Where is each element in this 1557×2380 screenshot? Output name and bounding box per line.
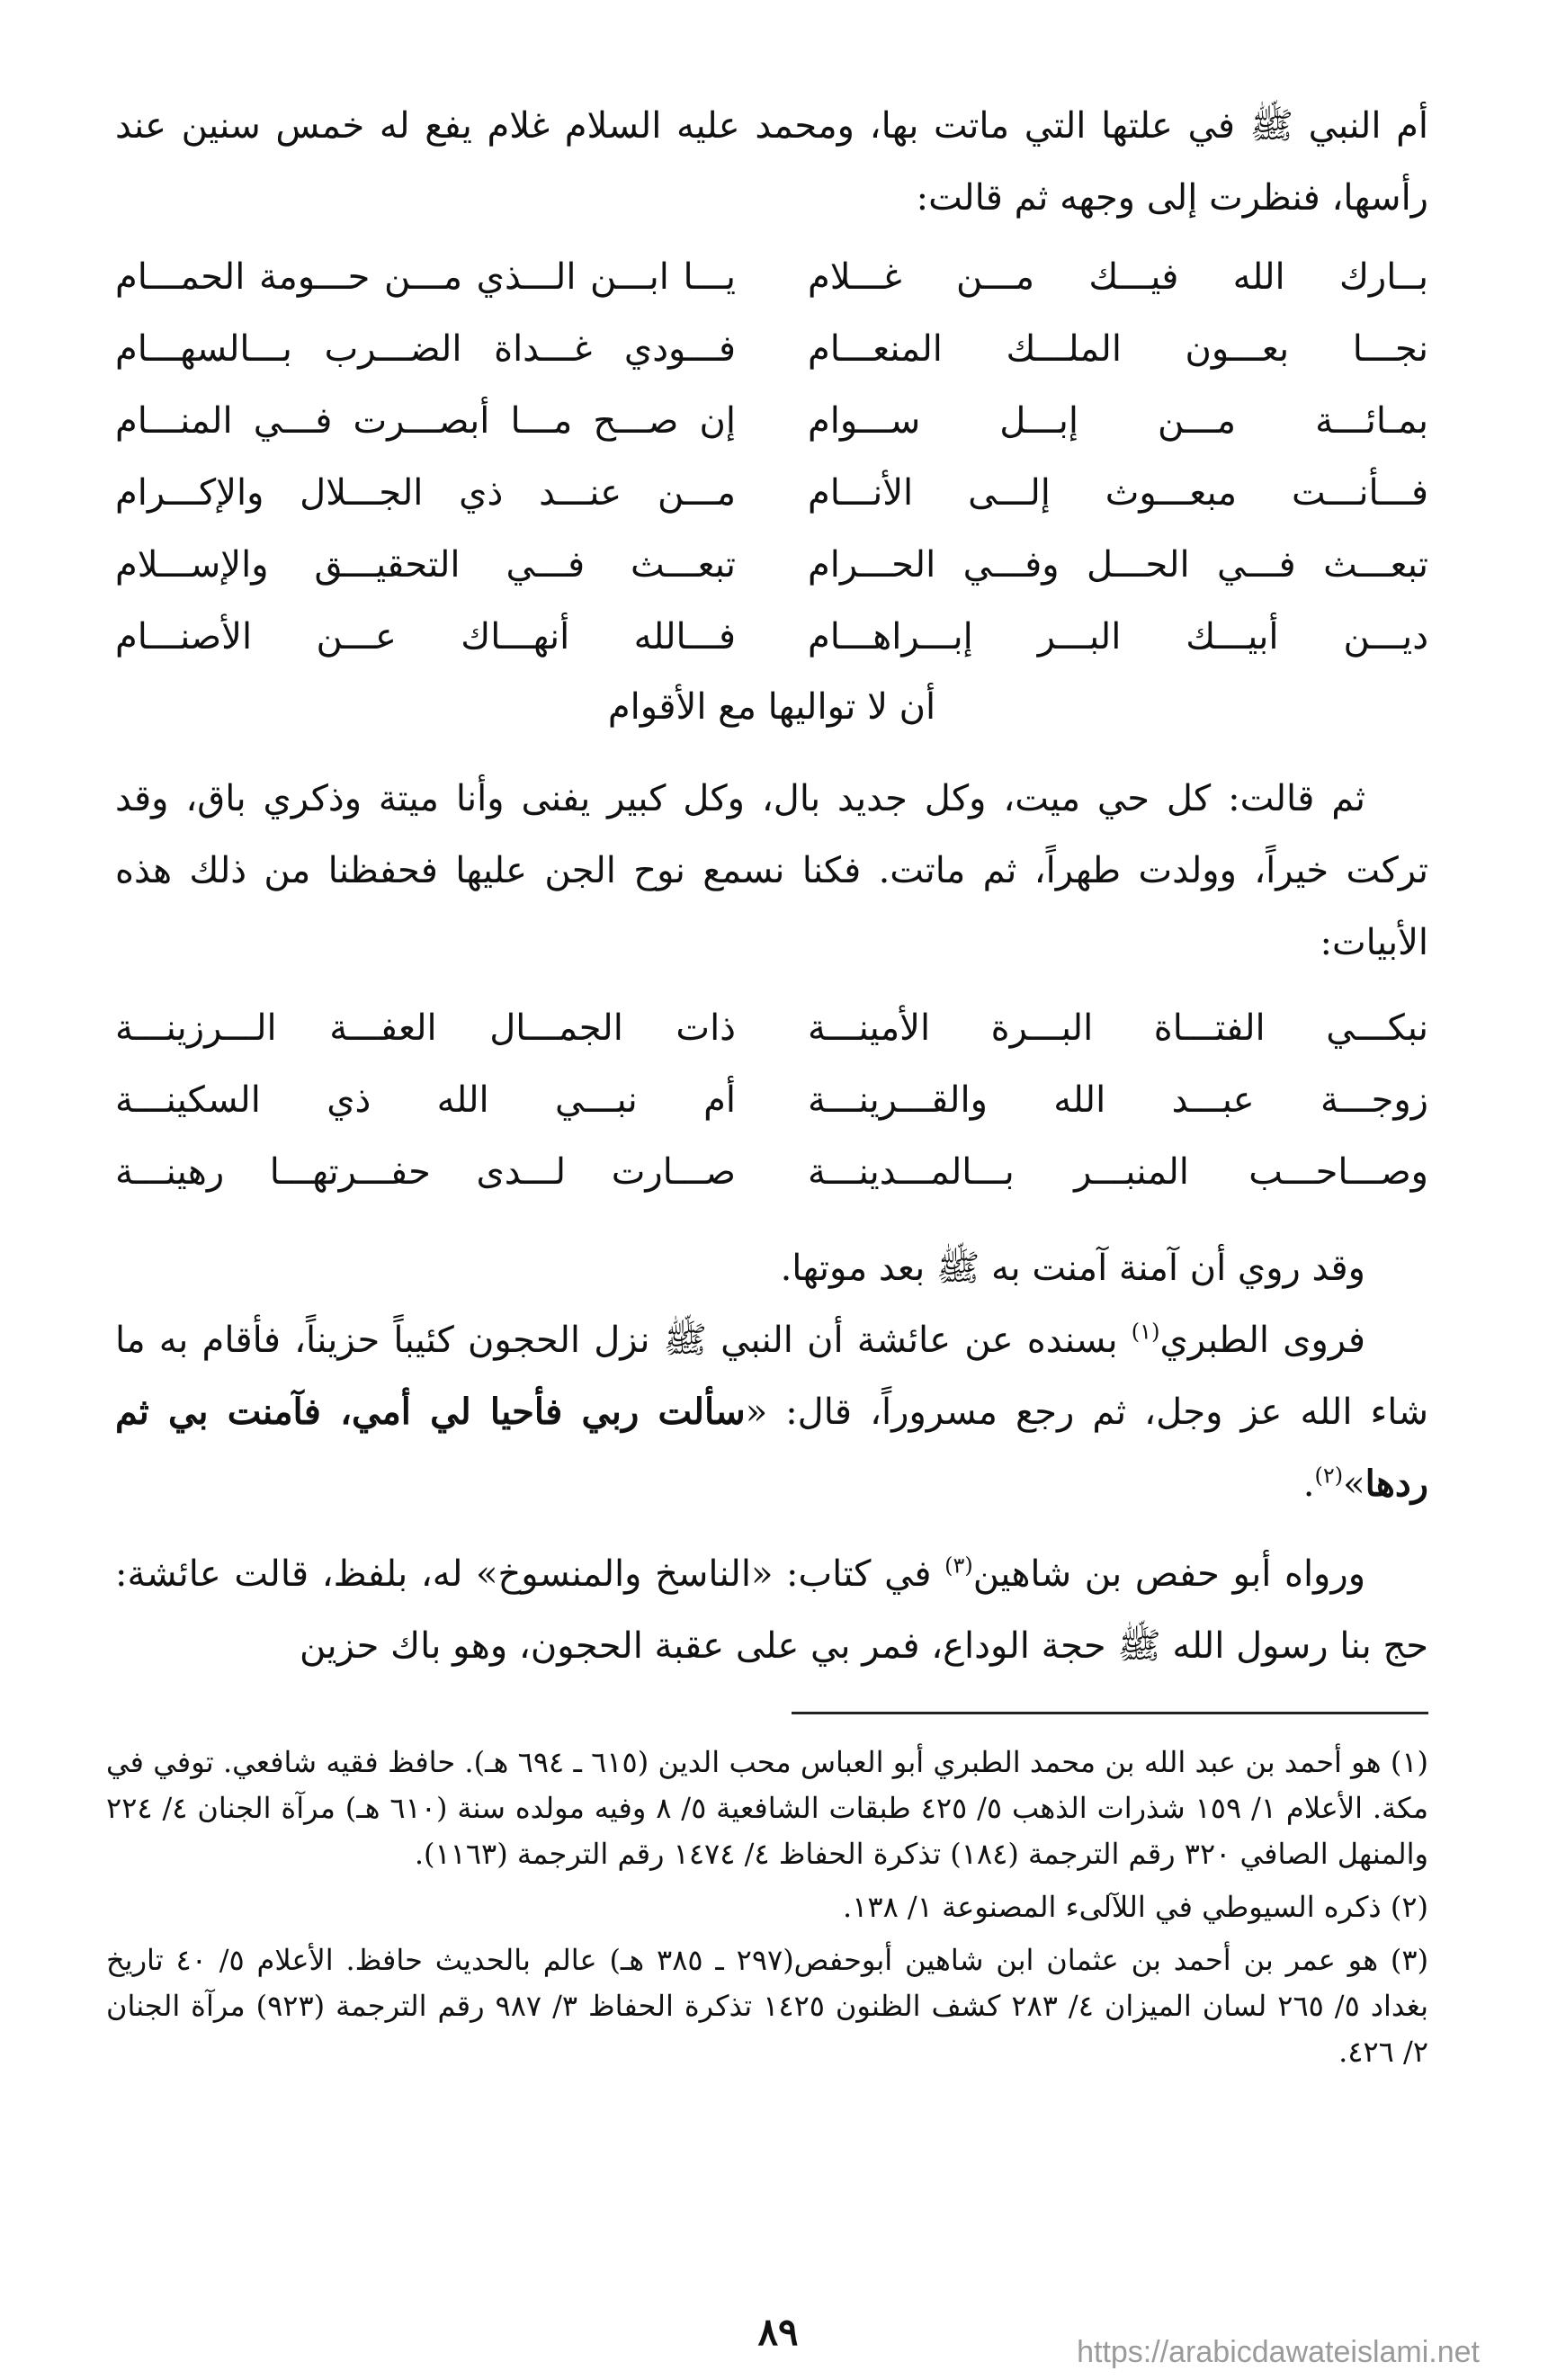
- paragraph-narration-text: وقد روي أن آمنة آمنت به ﷺ بعد موتها.: [780, 1248, 1365, 1289]
- verse-left-hemistich: إن صـــح مـــا أبصـــرت فـــي المنـــام: [115, 400, 736, 442]
- poem1-verse-5: [115, 529, 1428, 601]
- poem1-verse-2: [115, 313, 1428, 385]
- verse-right-hemistich: نجـــا بعـــون الملـــك المنعـــام: [808, 328, 1428, 370]
- footnote-3: (٣) هو عمر بن أحمد بن عثمان ابن شاهين أبوحفص(٢٩٧ ـ ٣٨٥ هـ) عالم بالحديث حافظ. الأعلام ٥/ ٤٠ تاريخ بغداد ٥/ ٢٦٥ لسان الميزان ٤/ ٢٨٣ كشف الظنون ١٤٢٥ تذكرة الحفاظ ٣/ ٩٨٧ رقم الترجمة (٩٢٣) مرآة الجنان ٢/ ٤٢٦.: [106, 1943, 1429, 2069]
- poem2-verse-3: [115, 1136, 1428, 1208]
- footnote-ref-3[interactable]: (٣): [944, 1552, 973, 1579]
- intro-paragraph: [115, 90, 1428, 234]
- poem1-closing-line: أن لا تواليها مع الأقوام: [607, 686, 936, 728]
- paragraph-narration: [115, 1232, 1428, 1304]
- footnote-ref-1[interactable]: (١): [1131, 1319, 1160, 1345]
- verse-right-hemistich: بــارك الله فيـــك مـــن غـــلام: [808, 256, 1428, 298]
- verse-right-hemistich: نبكـــي الفتـــاة البـــرة الأمينـــة: [808, 1007, 1428, 1049]
- poem1-verse-4: [115, 457, 1428, 529]
- footnote-divider: [792, 1712, 1428, 1714]
- paragraph-tabari: [115, 1304, 1428, 1520]
- poem1-verse-1: [115, 241, 1428, 313]
- verse-right-hemistich: ديـــن أبيـــك البـــر إبـــراهـــام: [808, 616, 1428, 658]
- shahin-lead: ورواه أبو حفص بن شاهين: [972, 1553, 1366, 1595]
- verse-right-hemistich: تبعـــث فـــي الحـــل وفـــي الحـــرام: [808, 544, 1428, 586]
- footnote-ref-2[interactable]: (٢): [1314, 1463, 1344, 1489]
- paragraph-death-text: ثم قالت: كل حي ميت، وكل جديد بال، وكل كبير يفنى وأنا ميتة وذكري باق، وقد تركت خيراً، وولدت طهراً، ثم ماتت. فكنا نسمع نوح الجن عليها فحفظنا من ذلك هذه الأبيات:: [115, 778, 1428, 963]
- verse-left-hemistich: صـــارت لـــدى حفـــرتهـــا رهينـــة: [115, 1151, 736, 1193]
- tabari-middle: بسنده عن عائشة أن النبي ﷺ نزل الحجون كئيباً حزيناً، فأقام به ما شاء الله عز وجل، ثم رجع مسروراً، قال: «: [115, 1320, 1428, 1433]
- footnote-2: (٢) ذكره السيوطي في اللآلىء المصنوعة ١/ ١٣٨.: [843, 1890, 1428, 1924]
- verse-right-hemistich: زوجـــة عبـــد الله والقـــرينـــة: [808, 1079, 1428, 1121]
- tabari-lead: فروى الطبري: [1159, 1320, 1365, 1361]
- paragraph-ibn-shahin: [115, 1538, 1428, 1682]
- verse-left-hemistich: تبعـــث فـــي التحقيـــق والإســـلام: [115, 544, 736, 586]
- verse-left-hemistich: فـــودي غـــداة الضـــرب بـــالسهـــام: [115, 328, 736, 370]
- paragraph-death: [115, 763, 1428, 979]
- verse-left-hemistich: ذات الجمـــال العفـــة الـــرزينـــة: [115, 1007, 736, 1049]
- verse-right-hemistich: فـــأنـــت مبعـــوث إلـــى الأنـــام: [808, 472, 1428, 514]
- watermark-url: https://arabicdawateislami.net: [1077, 2335, 1480, 2369]
- poem2-verse-1: [115, 992, 1428, 1064]
- page-number: ٨٩: [757, 2310, 799, 2354]
- verse-right-hemistich: بمـائـــة مـــن إبـــل ســـوام: [808, 400, 1428, 442]
- verse-left-hemistich: أم نبـــي الله ذي السكينـــة: [115, 1079, 736, 1121]
- verse-left-hemistich: مـــن عنـــد ذي الجـــلال والإكـــرام: [115, 472, 736, 514]
- verse-right-hemistich: وصـــاحـــب المنبـــر بـــالمـــدينـــة: [808, 1151, 1428, 1193]
- footnotes: [106, 1740, 1428, 2082]
- poem2-verse-2: [115, 1064, 1428, 1136]
- verse-left-hemistich: فـــالله أنهـــاك عـــن الأصنـــام: [115, 616, 736, 658]
- verse-left-hemistich: يـــا ابـــن الـــذي مـــن حـــومة الحمـــام: [115, 256, 736, 298]
- tabari-end: .: [1302, 1463, 1315, 1505]
- poem1-verse-6: [115, 601, 1428, 673]
- hadith-quote: سألت ربي فأحيا لي أمي، فآمنت بي ثم ردها: [115, 1391, 1428, 1505]
- poem1-verse-3: [115, 385, 1428, 457]
- intro-text: أم النبي ﷺ في علتها التي ماتت بها، ومحمد عليه السلام غلام يفع له خمس سنين عند رأسها، فنظرت إلى وجهه ثم قالت:: [115, 105, 1428, 219]
- footnote-1: (١) هو أحمد بن عبد الله بن محمد الطبري أبو العباس محب الدين (٦١٥ ـ ٦٩٤ هـ). حافظ فقيه شافعي. توفي في مكة. الأعلام ١/ ١٥٩ شذرات الذهب ٥/ ٤٢٥ طبقات الشافعية ٥/ ٨ وفيه مولده سنة (٦١٠ هـ) مرآة الجنان ٤/ ٢٢٤ والمنهل الصافي ٣٢٠ رقم الترجمة (١٨٤) تذكرة الحفاظ ٤/ ١٤٧٤ رقم الترجمة (١١٦٣).: [106, 1745, 1429, 1871]
- shahin-rest: في كتاب: «الناسخ والمنسوخ» له، بلفظ، قالت عائشة: حج بنا رسول الله ﷺ حجة الوداع، فمر بي على عقبة الحجون، وهو باك حزين: [115, 1553, 1428, 1667]
- quote-close: »: [1343, 1463, 1365, 1505]
